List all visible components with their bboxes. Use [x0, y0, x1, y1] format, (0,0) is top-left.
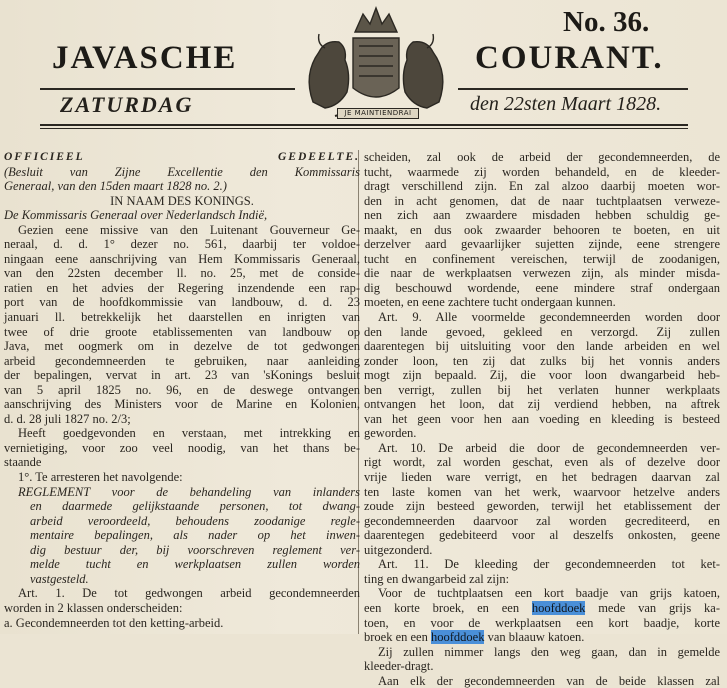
text-line: scheiden, zal ook de arbeid der gecondemneerden, de [364, 150, 720, 164]
text-line: der bepalingen, vervat in art. 23 van 'sKonings besluit [4, 368, 360, 383]
text-line: twee of drie groote etablissementen van landbouw op [4, 324, 360, 339]
text-line: ben verrigt, zullen bij het verlaten hunner werkplaats [364, 382, 720, 397]
text-line: d. d. 28 juli 1827 no. 2/3; [4, 411, 131, 426]
text-line: De Kommissaris Generaal over Nederlandsch Indië, [4, 208, 268, 223]
date-label: den 22sten Maart 1828. [470, 93, 662, 115]
text-line: ratien en het advies der Regering inzendende een rap- [4, 280, 360, 295]
text-line: vernietiging, voor zoo veel noodig, van het thans be- [4, 440, 360, 455]
text-line: ontvangen het loon, dat zij verdiend hebben, na aftrek [364, 397, 720, 412]
text-line: (Besluit van Zijne Excellentie den Kommissaris [4, 164, 360, 179]
text-line: neraal, d. d. 1° dezer no. 561, daarbij ter voldoe- [4, 237, 360, 252]
text-line: nen zich aan zwaardere misdaden hebben schuldig ge- [364, 208, 720, 223]
masthead-title-left: JAVASCHE [52, 40, 238, 76]
text-line: den lande gevoed, gekleed en verzorgd. Zij zullen [364, 324, 720, 339]
article-line: Voor de tuchtplaatsen een kort baadje van grijs katoen, [378, 586, 720, 601]
right-column [364, 150, 720, 688]
masthead-rule-bottom-thin [40, 128, 688, 129]
issue-number: No. 36. [563, 6, 650, 38]
text-line: zoude zijn besteed geworden, terwijl het etablissement der [364, 499, 720, 514]
text-line: REGLEMENT voor de behandeling van inlanders [18, 484, 360, 499]
text-line: tucht en confinement vereischen, terwijl de zoodanigen, [364, 251, 720, 266]
text-line: Art. 10. De arbeid die door de gecondemneerden ver- [378, 440, 720, 455]
lion-crest-icon [295, 4, 457, 128]
text-line: gecondemneerden daarvoor zal worden gecrediteerd, en [364, 513, 720, 528]
text-line: ningaan eene aanschrijving van Hem Kommissaris Generaal, [4, 251, 360, 266]
text-line: vastgesteld. [30, 571, 89, 586]
text-line: den in acht genomen, dat de naar tuchtplaatsen verweze- [364, 193, 720, 208]
text-line: mogt zijn bepaald. Zij, die voor loon dwangarbeid heb- [364, 368, 720, 383]
text-line: van den 22sten december ll. no. 25, met de conside- [4, 266, 360, 281]
article-line: Zij zullen nimmer langs den weg gaan, dan in gemelde [378, 644, 720, 659]
text-line: OFFICIEEL GEDEELTE. [4, 151, 360, 163]
text-line: Java, met oogmerk om in dezelve de tot gedwongen [4, 339, 360, 354]
text-line: ten laste komen van het werk, waarvoor hetzelve anders [364, 484, 720, 499]
text-line: Gezien eene missive van den Luitenant Gouverneur Ge- [18, 222, 360, 237]
right-column-body [364, 150, 720, 586]
search-highlight: hoofddoek [531, 600, 586, 615]
text-line: en daarmede gelijkstaande personen, tot dwang- [30, 499, 360, 514]
text-line: januari ll. betrekkelijk het daarstellen en inrigten van [4, 310, 360, 325]
text-line: dig beschouwd wordende, eene mindere straf ondergaan [364, 280, 720, 295]
text-line: tucht, waarmede zij worden behandeld, en de kleeder- [364, 164, 720, 179]
text-line: van 5 april 1825 no. 96, en de deswege ontvangen [4, 382, 360, 397]
text-line: maakt, en dus ook zwaarder behooren te boeten, en uit [364, 222, 720, 237]
text-line: die naar de werkplaatsen verwezen zijn, als minder misda- [364, 266, 720, 281]
motto-ribbon: JE MAINTIENDRAI [337, 108, 419, 119]
article-line: Aan elk der gecondemneerden van de beide klassen zal [378, 673, 720, 688]
text-line: 1°. Te arresteren het navolgende: [18, 470, 183, 485]
text-line: a. Gecondemneerden tot den ketting-arbeid. [4, 615, 224, 630]
article-line: kleeder-dragt. [364, 659, 434, 674]
text-line: dragt verschillend zijn. En zal alzoo daarbij moeten wor- [364, 179, 720, 194]
text-line: port van de hoofdkommissie van landbouw, d. d. 23 [4, 295, 360, 310]
search-highlight: hoofddoek [430, 630, 485, 645]
text-line: daarentegen gedebiteerd voor al deszelfs onkosten, geene [364, 528, 720, 543]
text-line: Heeft goedgevonden en verstaan, met intrekking en [18, 426, 360, 441]
text-line: Art. 1. De tot gedwongen arbeid gecondemneerden [18, 586, 360, 601]
text-line: derzelver aard gevaarlijker sujetten zijnde, eene strengere [364, 237, 720, 252]
text-line: zonder loon, ten zij dat zulks bij het vonnis anders [364, 353, 720, 368]
text-line: arbeid veroordeeld, behoudens zoodanige regle- [30, 513, 360, 528]
text-line: ting en dwangarbeid zal zijn: [364, 571, 510, 586]
text-line: Generaal, van den 15den maart 1828 no. 2.) [4, 179, 227, 194]
text-line: uitgezonderd. [364, 542, 433, 557]
masthead-rule-top [40, 88, 295, 90]
text-line: IN NAAM DES KONINGS. [110, 193, 254, 208]
text-line: rigt wordt, zal worden geschat, even als of dezelve door [364, 455, 720, 470]
text-line: arbeid gecondemneerden te gebruiken, naar aanleiding [4, 353, 360, 368]
text-line: geworden. [364, 426, 417, 441]
text-line: daarentegen bij uitsluiting voor den lande arbeiden en wel [364, 339, 720, 354]
text-line: staande [4, 455, 42, 470]
text-line: Art. 11. De kleeding der gecondemneerden tot ket- [378, 557, 720, 572]
text-line: Art. 9. Alle voormelde gecondemneerden worden door [378, 310, 720, 325]
text-line: worden in 2 klassen onderscheiden: [4, 600, 183, 615]
article-line: toen, en voor de werkplaatsen een kort baadje, korte [364, 615, 720, 630]
article-line: een korte broek, en een hoofddoek mede van grijs ka- [364, 600, 720, 615]
masthead-title-right: COURANT. [475, 40, 664, 76]
masthead-rule-bottom [40, 124, 688, 126]
day-label: ZATURDAG [60, 92, 194, 117]
masthead [0, 0, 727, 150]
text-line: van het geen voor hen aan voeding en kleeding is besteed [364, 411, 720, 426]
left-column [0, 150, 360, 630]
masthead-rule-top-right [458, 88, 688, 90]
text-line: melde tucht en werkplaatsen zullen worden [30, 557, 360, 572]
text-line: vrije lieden ware verrigt, en het bedragen daarvan zal [364, 470, 720, 485]
text-line: mentaire bepalingen, als nader op het inwen- [30, 528, 360, 543]
text-line: dig bestuur der, bij voorschreven reglement ver- [30, 542, 360, 557]
text-line: moeten, en eene zachtere tucht ondergaan kunnen. [364, 295, 616, 310]
article-line: broek en een hoofddoek van blaauw katoen. [364, 630, 585, 645]
text-line: aanschrijving des Ministers voor de Marine en Kolonien, [4, 397, 360, 412]
